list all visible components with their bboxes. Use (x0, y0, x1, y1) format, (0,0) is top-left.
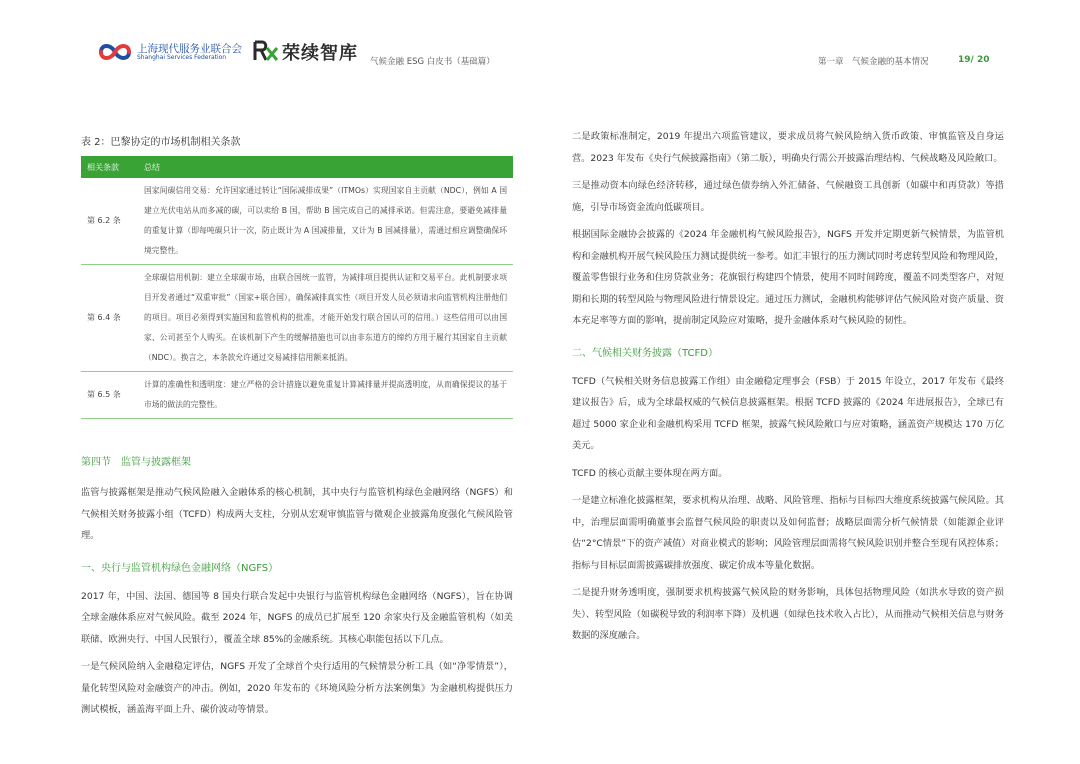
table-header-article: 相关条款 (81, 156, 138, 178)
table-cell-summary: 国家间碳信用交易：允许国家通过转让“国际减排成果”（ITMOs）实现国家自主贡献（NDC），例如 A 国建立光伏电站从而多减的碳，可以卖给 B 国，帮助 B 国完成自己的减排承诺。但需注意，要避免减排量的重复计算（即每吨碳只计一次，防止既计为 A 国减排量，又计为 B 国减排量），需通过相应调整确保环境完整性。 (138, 178, 513, 265)
ssf-logo-icon (97, 40, 133, 64)
ssf-logo (97, 40, 242, 64)
table-cell-article: 第 6.2 条 (81, 178, 138, 265)
table-cell-article: 第 6.4 条 (81, 265, 138, 372)
page-number: 19/ 20 (958, 55, 990, 65)
paragraph: 监管与披露框架是推动气候风险融入金融体系的核心机制，其中央行与监管机构绿色金融网络（NGFS）和气候相关财务披露小组（TCFD）构成两大支柱，分别从宏观审慎监管与微观企业披露角度强化气候风险管理。 (81, 487, 513, 541)
table-row (81, 372, 513, 419)
table-cell-summary: 全球碳信用机制：建立全球碳市场，由联合国统一监管，为减排项目提供认证和交易平台。此机制要求项目开发者通过“双重审批”（国家+联合国），确保减排真实性（项目开发人员必须请求向监管机构注册他们的项目。项目必须得到实施国和监管机构的批准，才能开始发行联合国认可的信用。）这些信用可以由国家、公司甚至个人购买。在该机制下产生的缓解措施也可以由非东道方的缔约方用于履行其国家自主贡献（NDC）。换言之，本条款允许通过交易减排信用额来抵消。 (138, 265, 513, 372)
paragraph: TCFD（气候相关财务信息披露工作组）由金融稳定理事会（FSB）于 2015 年设立，2017 年发布《最终建议报告》后，成为全球最权威的气候信息披露框架。根据 TCFD 披露的《2024 年进展报告》，全球已有超过 5000 家企业和金融机构采用 TCFD 框架，披露气候风险敞口与应对策略，涵盖资产规模达 170 万亿美元。 (572, 375, 1004, 451)
ssf-logo-subtext: Shanghai Services Federation (137, 54, 227, 61)
chapter-title: 第一章 气候金融的基本情况 (818, 57, 929, 67)
subsection-heading-ngfs: 一、央行与监管机构绿色金融网络（NGFS） (81, 562, 279, 574)
table-header-summary: 总结 (138, 156, 513, 178)
page-header (0, 0, 1080, 100)
left-column (81, 126, 513, 725)
table-header-row (81, 156, 513, 178)
table-cell-article: 第 6.5 条 (81, 372, 138, 419)
section-heading: 第四节 监管与披露框架 (81, 457, 191, 468)
paris-agreement-table (81, 156, 513, 419)
table-caption: 表 2：巴黎协定的市场机制相关条款 (81, 137, 241, 148)
table-cell-summary: 计算的准确性和透明度：建立严格的会计措施以避免重复计算减排量并提高透明度，从而确保提议的基于市场的做法的完整性。 (138, 372, 513, 419)
paragraph: 三是推动资本向绿色经济转移，通过绿色债券纳入外汇储备、气候融资工具创新（如碳中和再贷款）等措施，引导市场资金流向低碳项目。 (572, 180, 1004, 213)
paragraph: 2017 年，中国、法国、德国等 8 国央行联合发起中央银行与监管机构绿色金融网络（NGFS），旨在协调全球金融体系应对气候风险。截至 2024 年，NGFS 的成员已扩展至 120 余家央行及金融监管机构（如美联储、欧洲央行、中国人民银行），覆盖全球 85%的金融系统。其核心职能包括以下几点。 (81, 590, 513, 645)
paragraph: TCFD 的核心贡献主要体现在两方面。 (572, 467, 728, 479)
table-row (81, 178, 513, 265)
subsection-heading-tcfd: 二、气候相关财务披露（TCFD） (572, 347, 718, 359)
rx-logo-icon (252, 38, 280, 64)
paragraph: 根据国际金融协会披露的《2024 年金融机构气候风险报告》，NGFS 开发并定期更新气候情景，为监管机构和金融机构开展气候风险压力测试提供统一参考。如汇丰银行的压力测试同时考虑转型风险和物理风险，覆盖零售银行业务和住房贷款业务；花旗银行构建四个情景，使用不同时间跨度，覆盖不同类型客户，对短期和长期的转型风险与物理风险进行情景设定。通过压力测试，金融机构能够评估气候风险对资产质量、资本充足率等方面的影响，提前制定风险应对策略，提升金融体系对气候风险的韧性。 (572, 229, 1004, 326)
document-title: 气候金融 ESG 白皮书（基础篇） (370, 57, 495, 67)
rongxu-logo-text: 荣续智库 (282, 43, 358, 64)
ssf-logo-text: 上海现代服务业联合会 (137, 43, 242, 55)
paragraph: 二是政策标准制定，2019 年提出六项监管建议，要求成员将气候风险纳入货币政策、审慎监管及自身运营。2023 年发布《央行气候披露指南》（第二版），明确央行需公开披露治理结构、气候战略及风险敞口。 (572, 131, 1004, 164)
right-column (572, 126, 1004, 651)
paragraph: 一是建立标准化披露框架，要求机构从治理、战略、风险管理、指标与目标四大维度系统披露气候风险。其中，治理层面需明确董事会监督气候风险的职责以及如何监督；战略层面需分析气候情景（如能源企业评估“2°C情景”下的资产减值）对商业模式的影响；风险管理层面需将气候风险识别并整合至现有风控体系；指标与目标层面需披露碳排放强度、碳定价成本等量化数据。 (572, 495, 1004, 571)
paragraph: 二是提升财务透明度，强制要求机构披露气候风险的财务影响，具体包括物理风险（如洪水导致的资产损失）、转型风险（如碳税导致的利润率下降）及机遇（如绿色技术收入占比），从而推动气候相关信息与财务数据的深度融合。 (572, 587, 1004, 641)
paragraph: 一是气候风险纳入金融稳定评估，NGFS 开发了全球首个央行适用的气候情景分析工具（如“净零情景”），量化转型风险对金融资产的冲击。例如，2020 年发布的《环境风险分析方法案例集》为金融机构提供压力测试模板，涵盖海平面上升、碳价波动等情景。 (81, 661, 513, 715)
table-row (81, 265, 513, 372)
